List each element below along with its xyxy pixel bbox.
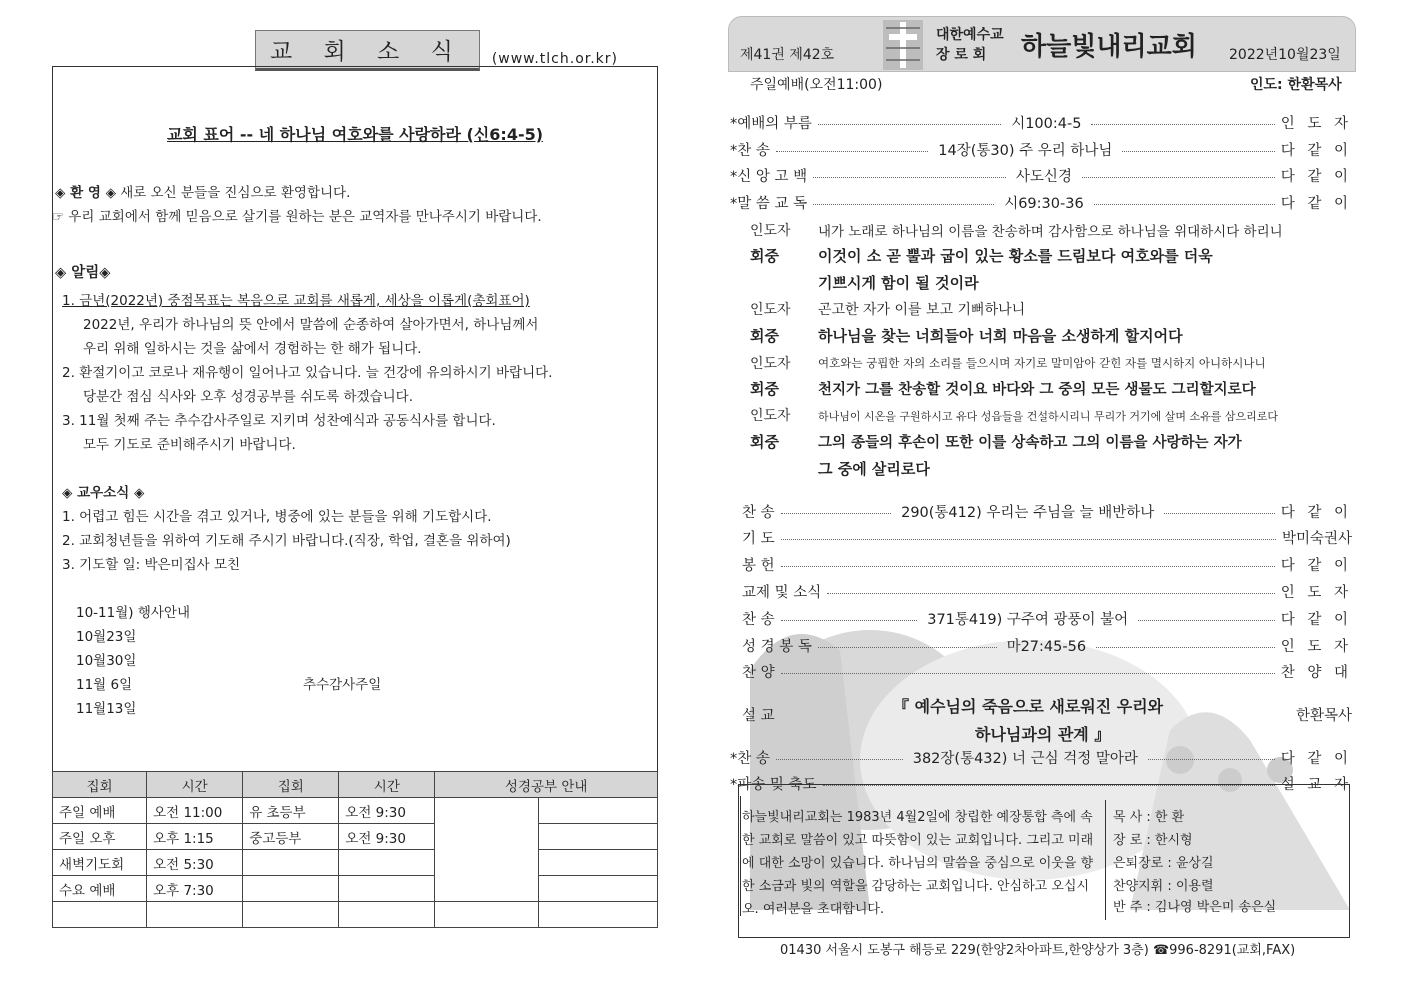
table-cell: 수요 예배 <box>53 876 147 902</box>
divider <box>1105 800 1106 920</box>
order-leader: 박미숙권사 <box>1281 530 1352 547</box>
order-content: 14장(통30) 주 우리 하나님 <box>938 142 1113 159</box>
table-header: 성경공부 안내 <box>435 772 658 798</box>
order-label: 기 도 <box>742 530 775 547</box>
notice-2-line-1: 2. 환절기이고 코로나 재유행이 일어나고 있습니다. 늘 건강에 유의하시기 바랍니다. <box>62 365 553 381</box>
welcome-text-2: ☞ 우리 교회에서 함께 믿음으로 살기를 원하는 분은 교역자를 만나주시기 바랍니다. <box>52 209 542 225</box>
order-label: 성 경 봉 독 <box>742 638 812 655</box>
table-cell <box>243 902 339 928</box>
order-item <box>742 660 1352 682</box>
order-leader: 다 같 이 <box>1280 195 1352 212</box>
table-row <box>53 876 658 902</box>
leader-dots <box>781 539 1276 540</box>
table-cell: 오전 11:00 <box>147 798 243 824</box>
event-date: 11월 6일 <box>76 677 133 693</box>
service-title: 주일예배(오전11:00) <box>750 77 883 93</box>
reading-role: 인도자 <box>750 223 791 239</box>
sermon-title-line-2: 하나님과의 관계 』 <box>975 725 1111 744</box>
order-label: 찬 양 <box>742 664 775 681</box>
bulletin-date: 2022년10월23일 <box>1229 47 1341 63</box>
members-item-3: 3. 기도할 일: 박은미집사 모친 <box>62 557 241 573</box>
staff-choir-director: 찬양지휘 : 이용렬 <box>1113 879 1214 894</box>
leader-dots <box>818 647 997 648</box>
table-cell <box>538 876 657 902</box>
notice-1-line-2: 2022년, 우리가 하나님의 뜻 안에서 말씀에 순종하여 살아가면서, 하나님께서 <box>83 317 539 333</box>
members-item-2: 2. 교회청년들을 위하여 기도해 주시기 바랍니다.(직장, 학업, 결혼을 위하여) <box>62 533 511 549</box>
church-news-title: 교 회 소 식 <box>255 30 480 71</box>
leader-dots <box>1148 759 1275 760</box>
reading-text: 하나님을 찾는 너희들아 너희 마음을 소생하게 할지어다 <box>818 327 1183 345</box>
welcome-section <box>55 181 350 201</box>
notice-2-line-2: 당분간 점심 식사와 오후 성경공부를 쉬도록 하겠습니다. <box>83 389 413 405</box>
staff-accompanist: 반 주 : 김나영 박은미 송은실 <box>1113 900 1277 915</box>
order-leader: 인 도 자 <box>1280 115 1353 132</box>
table-cell: 주일 예배 <box>53 798 147 824</box>
order-item <box>742 553 1352 575</box>
leader-dots <box>1094 204 1275 205</box>
reading-text: 천지가 그를 찬송할 것이요 바다와 그 중의 모든 생물도 그리할지로다 <box>818 382 1256 398</box>
order-label: *예배의 부름 <box>730 115 812 132</box>
table-header: 집회 <box>53 772 147 798</box>
welcome-heading: ◈ 환 영 ◈ <box>55 185 116 201</box>
leader-dots <box>1091 124 1274 125</box>
table-header: 시간 <box>339 772 435 798</box>
order-leader: 다 같 이 <box>1280 168 1353 185</box>
table-cell <box>243 876 339 902</box>
table-cell: 오전 9:30 <box>339 798 435 824</box>
order-label: *신 앙 고 백 <box>730 168 808 185</box>
members-item-1: 1. 어렵고 힘든 시간을 겪고 있거나, 병중에 있는 분들을 위해 기도합시다. <box>62 509 492 525</box>
reading-text: 그 중에 살리로다 <box>818 460 930 478</box>
order-label: *찬 송 <box>730 142 770 159</box>
staff-elder: 장 로 : 한시형 <box>1113 833 1193 848</box>
table-cell <box>339 876 435 902</box>
leader-dots <box>781 513 891 514</box>
volume-number: 제41권 제42호 <box>740 47 835 63</box>
service-leader: 인도: 한환목사 <box>1250 77 1342 93</box>
table-cell: 오후 7:30 <box>147 876 243 902</box>
events-heading: 10-11월) 행사안내 <box>76 605 190 621</box>
table-cell <box>435 902 538 928</box>
table-cell: 유 초등부 <box>243 798 339 824</box>
order-leader: 찬 양 대 <box>1280 664 1352 681</box>
order-item <box>730 111 1352 133</box>
left-page-header <box>255 30 618 71</box>
reading-role: 인도자 <box>750 356 791 372</box>
reading-role: 인도자 <box>750 302 791 318</box>
table-cell: 오전 5:30 <box>147 850 243 876</box>
order-item <box>742 607 1352 629</box>
leader-dots <box>781 620 918 621</box>
leader-dots <box>781 673 1275 674</box>
table-row <box>53 824 658 850</box>
notice-heading: ◈ 알림◈ <box>55 265 111 281</box>
church-website-url[interactable]: (www.tlch.or.kr) <box>491 51 619 67</box>
table-cell <box>538 824 657 850</box>
leader-dots <box>1138 620 1275 621</box>
leader-dots <box>813 204 994 205</box>
table-cell <box>339 902 435 928</box>
leader-dots <box>1164 513 1274 514</box>
order-item <box>742 634 1352 656</box>
church-address: 01430 서울시 도봉구 해등로 229(한양2차아파트,한양상가 3층) ☎996-8291(교회,FAX) <box>780 943 1296 958</box>
order-leader: 다 같 이 <box>1280 504 1352 521</box>
order-content: 시69:30-36 <box>1004 195 1084 212</box>
notice-1-line-3: 우리 위해 일하시는 것을 삶에서 경험하는 한 해가 됩니다. <box>83 341 422 357</box>
staff-pastor: 목 사 : 한 환 <box>1113 810 1185 825</box>
reading-role: 회중 <box>750 433 779 451</box>
leader-dots <box>1096 647 1275 648</box>
leader-dots <box>827 593 1274 594</box>
sermon-title-line-1: 『 예수님의 죽음으로 새로워진 우리와 <box>893 697 1164 716</box>
order-label: 봉 헌 <box>742 557 775 574</box>
reading-role: 회중 <box>750 247 779 265</box>
meeting-schedule-table <box>52 771 658 928</box>
table-cell: 새벽기도회 <box>53 850 147 876</box>
reading-role: 인도자 <box>750 408 791 424</box>
order-content: 마27:45-56 <box>1006 638 1087 655</box>
church-name: 하늘빛내리교회 <box>1021 32 1197 62</box>
table-cell <box>538 902 657 928</box>
order-leader: 설 교 자 <box>1280 776 1352 793</box>
order-content: 371통419) 구주여 광풍이 불어 <box>927 611 1129 628</box>
order-label: 교제 및 소식 <box>742 584 822 601</box>
order-label: 찬 송 <box>742 611 775 628</box>
order-label: *찬 송 <box>730 750 770 767</box>
order-content: 사도신경 <box>1015 168 1072 185</box>
table-header: 시간 <box>147 772 243 798</box>
order-content: 시100:4-5 <box>1011 115 1082 132</box>
denomination-line-1: 대한예수교 <box>936 27 1004 43</box>
leader-dots <box>818 124 1001 125</box>
members-heading: ◈ 교우소식 ◈ <box>62 485 145 501</box>
event-desc: 추수감사주일 <box>303 677 382 693</box>
order-label: 찬 송 <box>742 504 775 521</box>
notice-1-line-1: 1. 금년(2022년) 중점목표는 복음으로 교회를 새롭게, 세상을 이롭게(총회표어) <box>62 293 530 309</box>
welcome-text: 새로 오신 분들을 진심으로 환영합니다. <box>120 185 351 201</box>
church-motto: 교회 표어 -- 네 하나님 여호와를 사랑하라 (신6:4-5) <box>166 125 544 144</box>
event-date: 10월23일 <box>76 629 137 645</box>
church-intro-text: 하늘빛내리교회는 1983년 4월2일에 창립한 예장통합 측에 속한 교회로 말씀이 있고 따뜻함이 있는 교회입니다. 그리고 미래에 대한 소망이 있습니다. 하나님의 말씀을 중심으로 이웃을 향한 소금과 빛의 역할을 감당하는 교회입니다. 안심하고 오십시오. 여러분을 초대합니다. <box>742 810 1094 917</box>
order-content: 290(통412) 우리는 주님을 늘 배반하나 <box>901 504 1155 521</box>
reading-text: 여호와는 궁핍한 자의 소리를 들으시며 자기로 말미암아 갇힌 자를 멸시하지 아니하시나니 <box>818 356 1266 370</box>
order-content: 382장(통432) 너 근심 걱정 말아라 <box>912 750 1138 767</box>
order-item <box>730 191 1352 213</box>
reading-role: 회중 <box>750 327 779 345</box>
order-item <box>742 526 1352 548</box>
table-cell: 중고등부 <box>243 824 339 850</box>
leader-dots <box>776 759 903 760</box>
event-date: 10월30일 <box>76 653 137 669</box>
leader-dots <box>1082 177 1275 178</box>
order-leader: 다 같 이 <box>1280 750 1353 767</box>
leader-dots <box>776 151 928 152</box>
reading-text: 그의 종들의 후손이 또한 이를 상속하고 그의 이름을 사랑하는 자가 <box>818 435 1242 451</box>
table-row <box>53 850 658 876</box>
reading-text: 내가 노래로 하나님의 이름을 찬송하며 감사함으로 하나님을 위대하시다 하리니 <box>818 224 1283 240</box>
table-header: 집회 <box>243 772 339 798</box>
table-row <box>53 798 658 824</box>
table-cell <box>339 850 435 876</box>
order-leader: 다 같 이 <box>1280 142 1353 159</box>
order-item <box>730 138 1352 160</box>
table-cell: 주일 오후 <box>53 824 147 850</box>
leader-dots <box>1122 151 1274 152</box>
table-cell <box>147 902 243 928</box>
order-label: *파송 및 축도 <box>730 776 817 793</box>
reading-text: 기쁘시게 함이 될 것이라 <box>818 274 979 292</box>
table-cell <box>243 850 339 876</box>
order-leader: 다 같 이 <box>1280 611 1352 628</box>
order-label: 설 교 <box>742 707 775 724</box>
table-cell <box>435 798 538 902</box>
table-row <box>53 902 658 928</box>
table-cell <box>538 798 657 824</box>
order-item <box>742 580 1352 602</box>
table-cell <box>538 850 657 876</box>
order-leader: 인 도 자 <box>1280 584 1352 601</box>
reading-text: 곤고한 자가 이를 보고 기뻐하나니 <box>818 302 1026 318</box>
order-item <box>730 164 1352 186</box>
staff-retired-elder: 은퇴장로 : 윤상길 <box>1113 856 1214 871</box>
table-cell: 오후 1:15 <box>147 824 243 850</box>
order-leader: 다 같 이 <box>1280 557 1352 574</box>
notice-3-line-2: 모두 기도로 준비해주시기 바랍니다. <box>83 437 296 453</box>
order-item <box>742 500 1352 522</box>
event-date: 11월13일 <box>76 701 137 717</box>
table-cell: 오전 9:30 <box>339 824 435 850</box>
order-leader: 인 도 자 <box>1280 638 1352 655</box>
reading-text: 이것이 소 곧 뿔과 굽이 있는 황소를 드림보다 여호와를 더욱 <box>818 247 1213 265</box>
notice-3-line-1: 3. 11월 첫째 주는 추수감사주일로 지키며 성찬예식과 공동식사를 합니다. <box>62 413 496 429</box>
divider <box>740 796 741 916</box>
reading-role: 회중 <box>750 380 779 398</box>
table-cell <box>53 902 147 928</box>
order-label: *말 씀 교 독 <box>730 195 808 212</box>
cross-logo-icon <box>883 20 923 70</box>
leader-dots <box>781 566 1275 567</box>
order-item <box>730 746 1352 768</box>
denomination-line-2: 장 로 회 <box>936 47 987 63</box>
leader-dots <box>813 177 1006 178</box>
order-leader: 한환목사 <box>1295 707 1352 724</box>
reading-text: 하나님이 시온을 구원하시고 유다 성읍들을 건설하시리니 무리가 거기에 살며 소유를 삼으리로다 <box>818 410 1279 423</box>
